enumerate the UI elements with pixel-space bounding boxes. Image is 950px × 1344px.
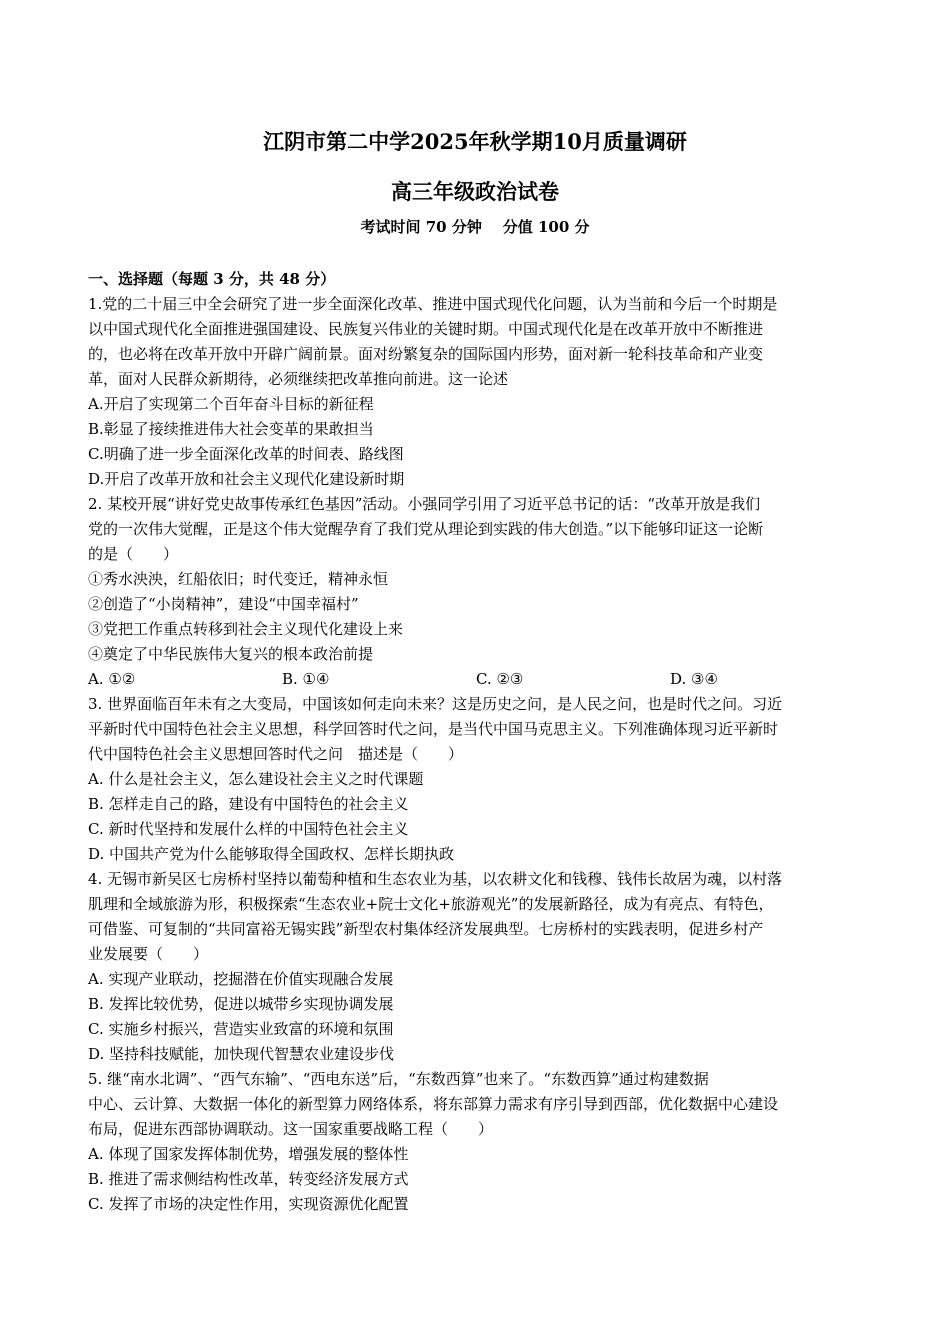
answer-option: A.开启了实现第二个百年奋斗目标的新征程 bbox=[88, 395, 374, 413]
statement-item: ④奠定了中华民族伟大复兴的根本政治前提 bbox=[88, 645, 374, 663]
answer-option: C. 发挥了市场的决定性作用，实现资源优化配置 bbox=[88, 1195, 409, 1213]
question-text: 革，面对人民群众新期待，必须继续把改革推向前进。这一论述 bbox=[88, 370, 509, 388]
statement-item: ①秀水泱泱，红船依旧；时代变迁，精神永恒 bbox=[88, 570, 389, 588]
question-text: 业发展要（ ） bbox=[88, 945, 209, 963]
question-text: 党的一次伟大觉醒，正是这个伟大觉醒孕育了我们党从理论到实践的伟大创造。”以下能够印证这一论断 bbox=[88, 520, 764, 538]
question-text: 以中国式现代化全面推进强国建设、民族复兴伟业的关键时期。中国式现代化是在改革开放中不断推进 bbox=[88, 320, 764, 338]
question-text: 4. 无锡市新吴区七房桥村坚持以葡萄种植和生态农业为基，以农耕文化和钱穆、钱伟长故居为魂，以村落 bbox=[88, 870, 783, 888]
question-1 bbox=[88, 292, 863, 492]
answer-options-row bbox=[88, 667, 863, 692]
question-text: 的，也必将在改革开放中开辟广阔前景。面对纷繁复杂的国际国内形势，面对新一轮科技革命和产业变 bbox=[88, 345, 764, 363]
question-text: 可借鉴、可复制的“共同富裕无锡实践”新型农村集体经济发展典型。七房桥村的实践表明，促进乡村产 bbox=[88, 920, 764, 938]
answer-option: C. ②③ bbox=[476, 670, 524, 688]
question-4 bbox=[88, 867, 863, 1067]
exam-title: 江阴市第二中学2025年秋学期10月质量调研 bbox=[263, 129, 687, 154]
answer-option: D.开启了改革开放和社会主义现代化建设新时期 bbox=[88, 470, 405, 488]
question-2 bbox=[88, 492, 863, 692]
question-text: 中心、云计算、大数据一体化的新型算力网络体系，将东部算力需求有序引导到西部，优化数据中心建设 bbox=[88, 1095, 779, 1113]
answer-option: A. ①② bbox=[88, 670, 136, 688]
answer-option: D. 坚持科技赋能，加快现代智慧农业建设步伐 bbox=[88, 1045, 395, 1063]
question-text: 的是（ ） bbox=[88, 545, 179, 563]
answer-option: D. ③④ bbox=[670, 670, 718, 688]
answer-option: B. 推进了需求侧结构性改革，转变经济发展方式 bbox=[88, 1170, 409, 1188]
question-text: 平新时代中国特色社会主义思想，科学回答时代之问，是当代中国马克思主义。下列准确体现习近平新时 bbox=[88, 720, 779, 738]
answer-option: D. 中国共产党为什么能够取得全国政权、怎样长期执政 bbox=[88, 845, 455, 863]
answer-option: C.明确了进一步全面深化改革的时间表、路线图 bbox=[88, 445, 404, 463]
question-text: 5. 继“南水北调”、“西气东输”、“西电东送”后，“东数西算”也来了。“东数西算”通过构建数据 bbox=[88, 1070, 709, 1088]
answer-option: A. 什么是社会主义，怎么建设社会主义之时代课题 bbox=[88, 770, 424, 788]
answer-option: A. 体现了国家发挥体制优势，增强发展的整体性 bbox=[88, 1145, 409, 1163]
answer-option: B. ①④ bbox=[282, 670, 330, 688]
question-text: 代中国特色社会主义思想回答时代之问 描述是（ ） bbox=[88, 745, 464, 763]
question-text: 肌理和全域旅游为形，积极探索“生态农业+院士文化+旅游观光”的发展新路径，成为有亮点、有特色， bbox=[88, 895, 774, 913]
question-5 bbox=[88, 1067, 863, 1217]
statement-item: ③党把工作重点转移到社会主义现代化建设上来 bbox=[88, 620, 404, 638]
exam-info: 考试时间 70 分钟 分值 100 分 bbox=[360, 218, 590, 236]
section-heading: 一、选择题（每题 3 分，共 48 分） bbox=[88, 270, 336, 288]
answer-option: A. 实现产业联动，挖掘潜在价值实现融合发展 bbox=[88, 970, 394, 988]
exam-content bbox=[88, 267, 863, 1217]
answer-option: B.彰显了接续推进伟大社会变革的果敢担当 bbox=[88, 420, 374, 438]
question-text: 3. 世界面临百年未有之大变局，中国该如何走向未来？这是历史之问，是人民之问，也是时代之问。习近 bbox=[88, 695, 783, 713]
exam-subject: 高三年级政治试卷 bbox=[391, 179, 559, 204]
answer-option: B. 怎样走自己的路，建设有中国特色的社会主义 bbox=[88, 795, 409, 813]
answer-option: C. 新时代坚持和发展什么样的中国特色社会主义 bbox=[88, 820, 409, 838]
question-text: 1.党的二十届三中全会研究了进一步全面深化改革、推进中国式现代化问题，认为当前和今后一个时期是 bbox=[88, 295, 778, 313]
statement-item: ②创造了“小岗精神”，建设“中国幸福村” bbox=[88, 595, 359, 613]
question-3 bbox=[88, 692, 863, 867]
question-text: 2. 某校开展“讲好党史故事传承红色基因”活动。小强同学引用了习近平总书记的话：“改革开放是我们 bbox=[88, 495, 761, 513]
answer-option: C. 实施乡村振兴，营造实业致富的环境和氛围 bbox=[88, 1020, 394, 1038]
question-text: 布局，促进东西部协调联动。这一国家重要战略工程（ ） bbox=[88, 1120, 494, 1138]
answer-option: B. 发挥比较优势，促进以城带乡实现协调发展 bbox=[88, 995, 394, 1013]
